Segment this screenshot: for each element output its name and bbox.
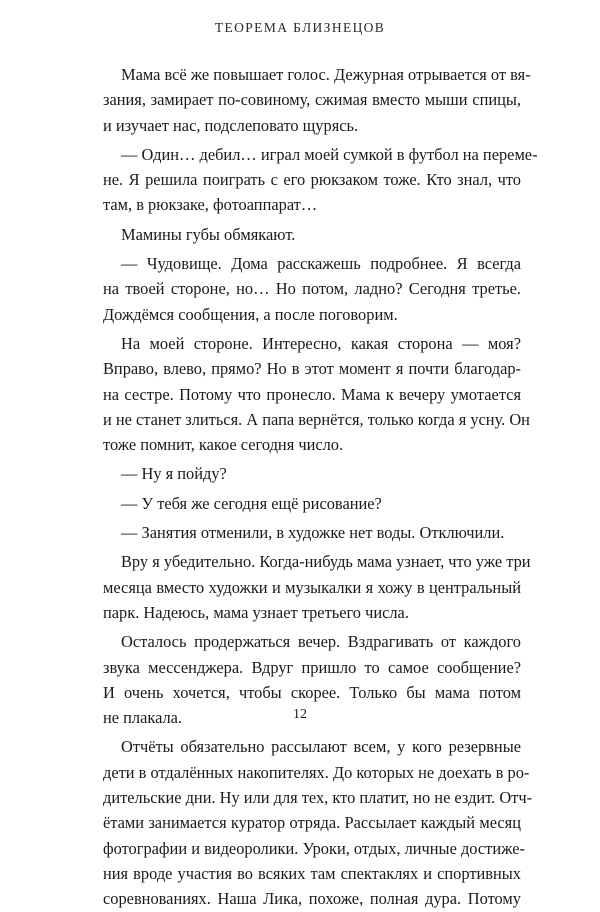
text-line: и изучает нас, подслеповато щурясь.: [103, 115, 359, 135]
body-text: [103, 62, 538, 912]
text-line: — Занятия отменили, в художке нет воды. Отключили.: [121, 523, 505, 543]
paragraph: [103, 222, 521, 247]
paragraph: [103, 461, 521, 486]
text-line: — Ну я пойду?: [121, 464, 227, 484]
paragraph: [103, 142, 538, 218]
text-line: на сестре. Потому что пронесло. Мама к вечеру умотается: [103, 384, 521, 404]
text-line: соревнованиях. Наша Лика, похоже, полная дура. Потому: [103, 889, 521, 909]
text-line: дети в отдалённых накопителях. До которых не доехать в ро-: [103, 762, 530, 782]
text-line: Вру я убедительно. Когда-нибудь мама узнает, что уже три: [121, 552, 531, 572]
text-line: Осталось продержаться вечер. Вздрагивать от каждого: [121, 632, 521, 652]
text-line: Мама всё же повышает голос. Дежурная отрывается от вя-: [121, 65, 531, 84]
paragraph: [103, 62, 531, 138]
paragraph: [103, 491, 521, 516]
paragraph: [103, 331, 530, 457]
paragraph: [103, 251, 521, 327]
running-header: ТЕОРЕМА БЛИЗНЕЦОВ: [214, 20, 386, 35]
text-line: — Один… дебил… играл моей сумкой в футбол на переме-: [121, 144, 538, 164]
page-number: 12: [293, 707, 307, 722]
text-line: тоже помнит, какое сегодня число.: [103, 435, 344, 455]
text-line: Дождёмся сообщения, а после поговорим.: [103, 304, 398, 324]
text-line: — У тебя же сегодня ещё рисование?: [121, 493, 382, 513]
text-line: дительские дни. Ну или для тех, кто платит, но не ездит. Отч-: [103, 788, 533, 808]
text-line: звука мессенджера. Вдруг пришло то самое сообщение?: [103, 657, 521, 677]
text-line: И очень хочется, чтобы скорее. Только бы мама потом: [103, 682, 521, 702]
paragraph: [103, 734, 533, 911]
text-line: — Чудовище. Дома расскажешь подробнее. Я всегда: [121, 254, 521, 274]
text-line: ётами занимается куратор отряда. Рассылает каждый месяц: [103, 813, 521, 833]
text-line: Вправо, влево, прямо? Но в этот момент я почти благодар-: [103, 359, 521, 379]
text-line: фотографии и видеоролики. Уроки, отдых, личные достиже-: [103, 838, 525, 858]
text-line: зания, замирает по-совиному, сжимая вместо мыши спицы,: [103, 90, 521, 110]
text-line: парк. Надеюсь, мама узнает третьего числа.: [103, 602, 409, 622]
paragraph: [103, 549, 531, 625]
text-line: и не станет злиться. А папа вернётся, только когда я усну. Он: [103, 409, 530, 429]
text-line: не плакала.: [103, 708, 183, 728]
text-line: там, в рюкзаке, фотоаппарат…: [103, 195, 318, 215]
text-line: Мамины губы обмякают.: [121, 224, 296, 244]
text-line: ния вроде участия во всяких там спектаклях и спортивных: [103, 863, 521, 883]
paragraph: [103, 520, 521, 545]
text-line: месяца вместо художки и музыкалки я хожу в центральный: [103, 577, 521, 597]
text-line: На моей стороне. Интересно, какая сторона — моя?: [121, 333, 521, 353]
text-line: не. Я решила поиграть с его рюкзаком тоже. Кто знал, что: [103, 170, 521, 190]
text-line: Отчёты обязательно рассылают всем, у кого резервные: [121, 737, 521, 757]
text-line: на твоей стороне, но… Но потом, ладно? Сегодня третье.: [103, 279, 521, 299]
